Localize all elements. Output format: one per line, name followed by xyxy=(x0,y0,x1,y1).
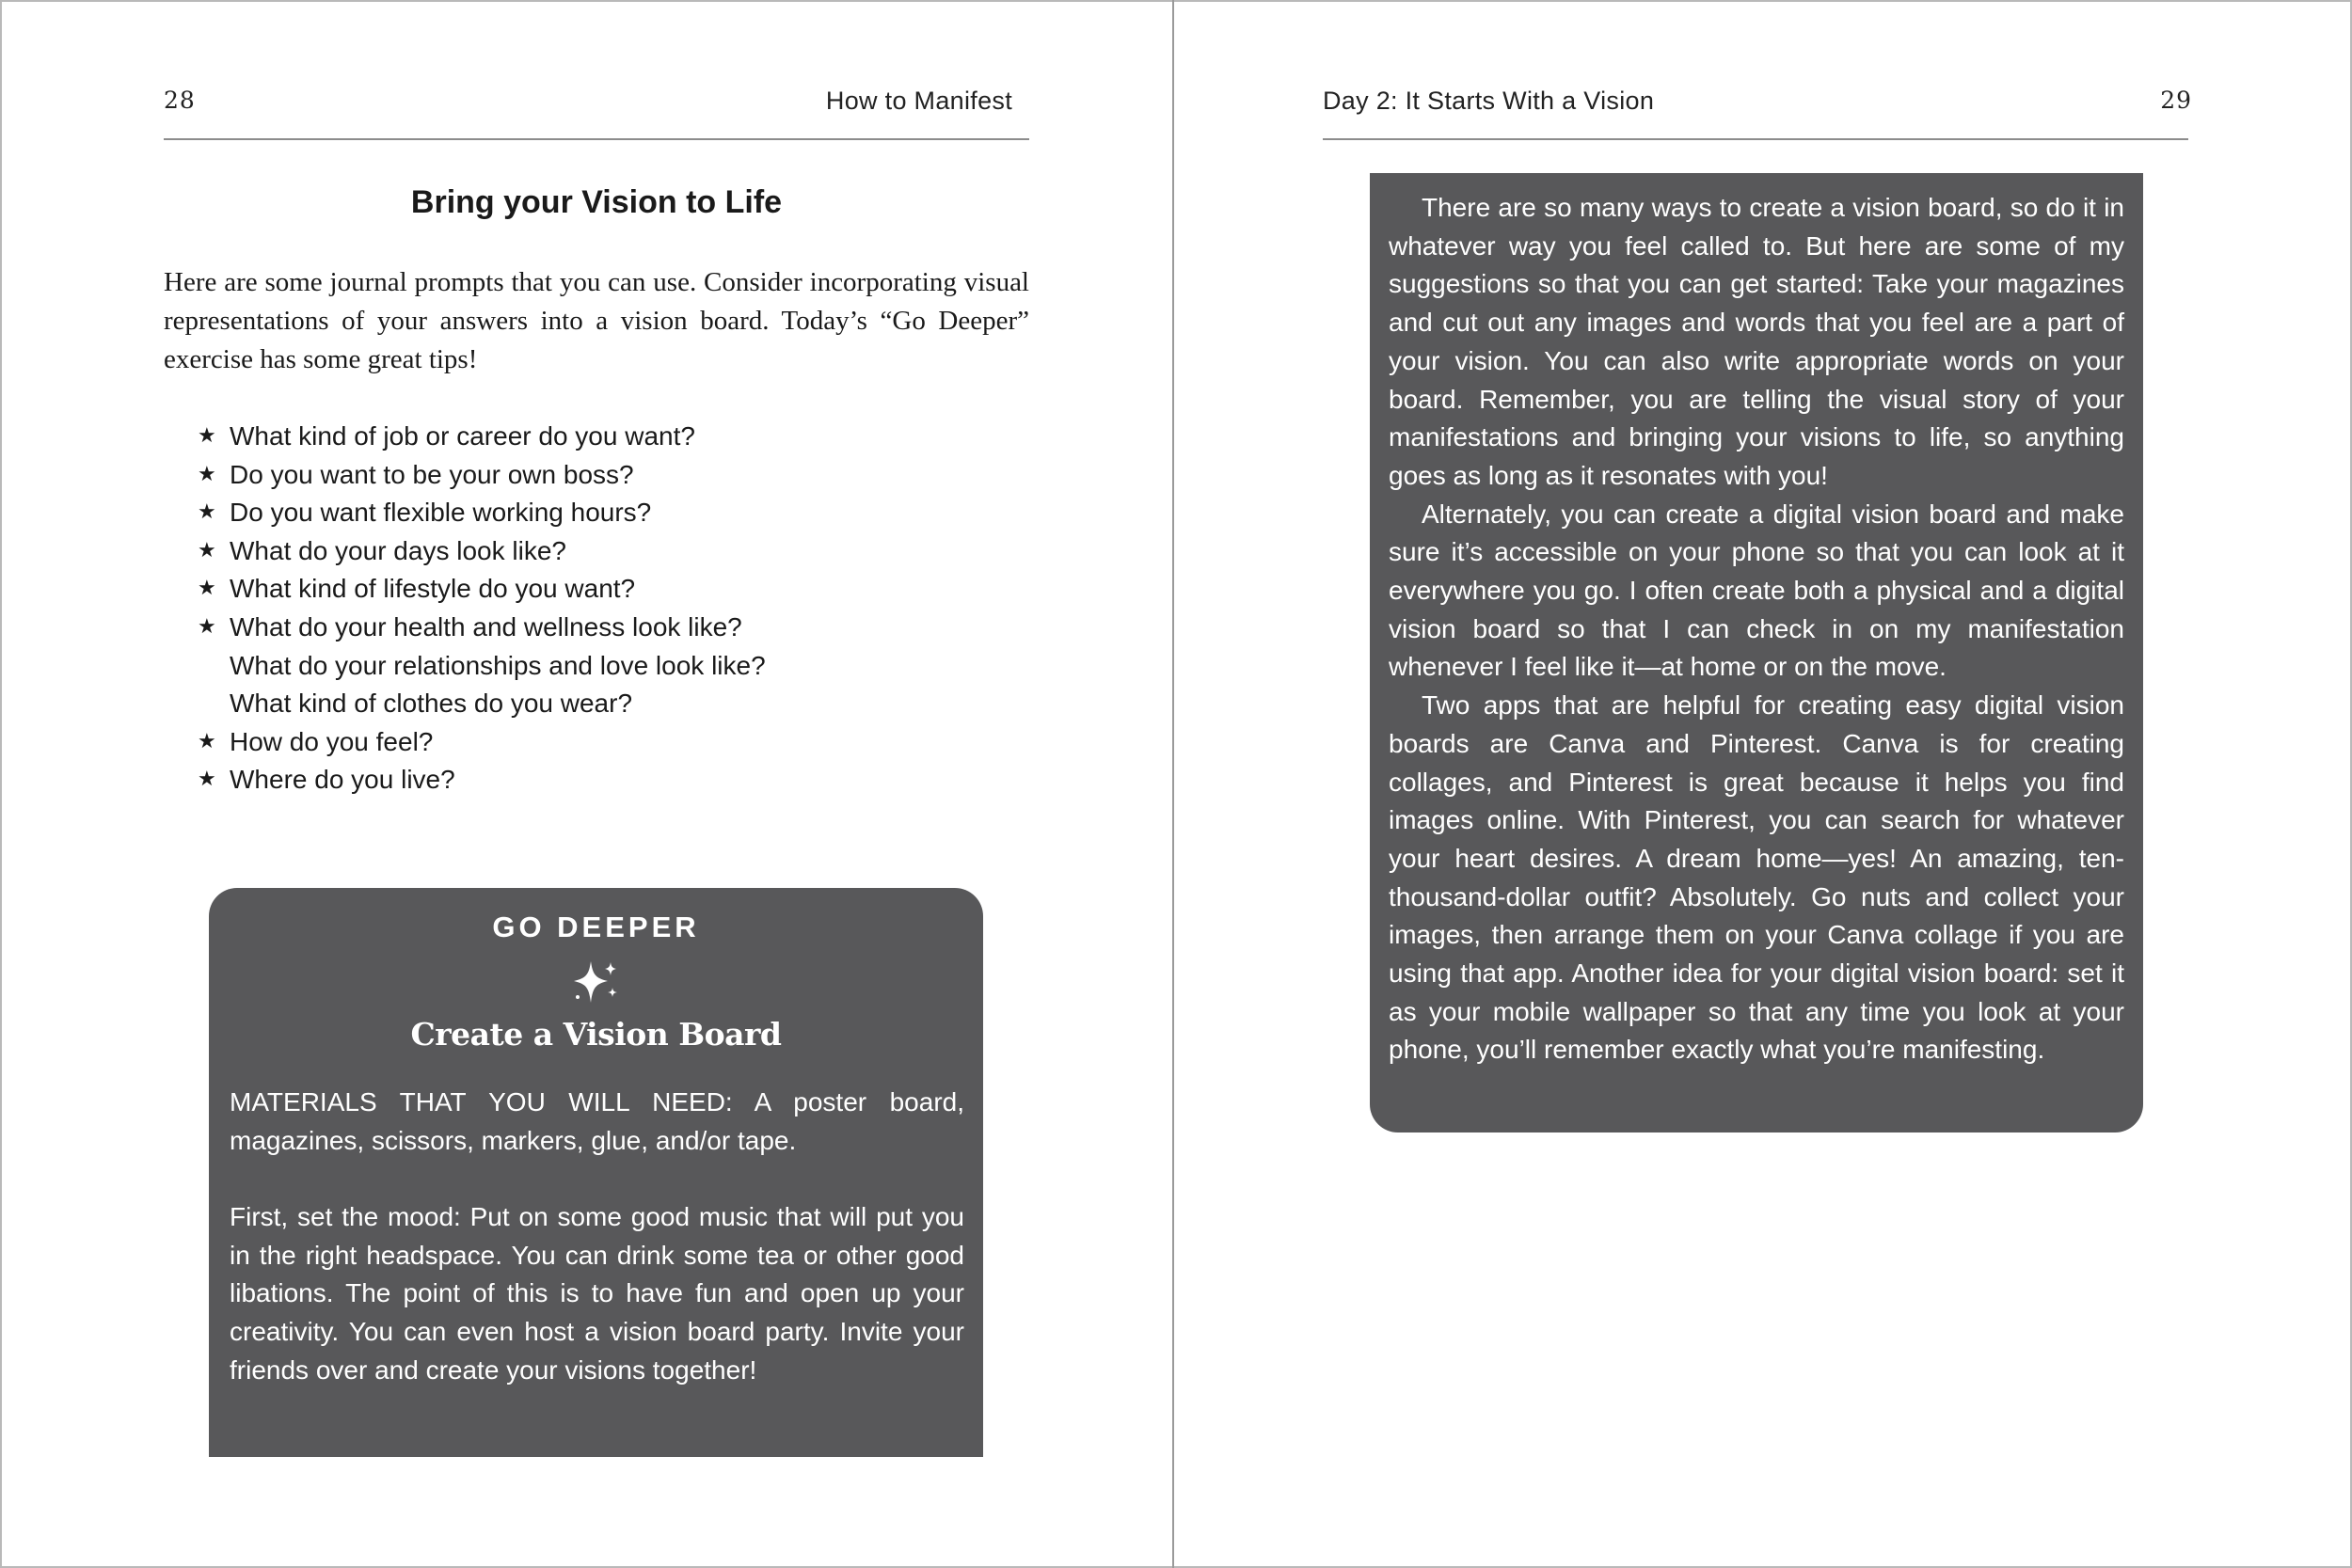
star-bullet-icon: ★ xyxy=(198,614,216,639)
prompt-text: Do you want flexible working hours? xyxy=(230,498,652,528)
prompt-item xyxy=(194,761,766,800)
star-bullet-icon: ★ xyxy=(198,538,216,562)
prompt-text: What do your relationships and love look like? xyxy=(230,650,766,680)
vision-board-tips-box xyxy=(1370,173,2143,1132)
prompt-item xyxy=(194,418,766,456)
prompt-item xyxy=(194,570,766,609)
prompt-list xyxy=(194,418,766,800)
sparkle-icon xyxy=(566,958,621,1006)
prompt-text: What do your health and wellness look like? xyxy=(230,611,742,641)
tips-paragraph: There are so many ways to create a vision board, so do it in whatever way you feel called to. But here are some of my suggestions so that you can get started: Take your magazines and cut out any images and words that you feel are a part of your vision. You can also write appropriate words on your board. Remember, you are telling the visual story of your manifestations and bringing your visions to life, so anything goes as long as it resonates with you! xyxy=(1389,193,2124,490)
intro-paragraph: Here are some journal prompts that you can use. Consider incorporating visual representations of your answers into a vision board. Today’s “Go Deeper” exercise has some great tips! xyxy=(164,267,1029,374)
prompt-item xyxy=(194,685,766,723)
running-head: How to Manifest xyxy=(825,87,1012,115)
go-deeper-box xyxy=(209,888,983,1457)
star-bullet-icon: ★ xyxy=(198,424,216,448)
running-head: Day 2: It Starts With a Vision xyxy=(1323,87,1655,115)
prompt-text: Where do you live? xyxy=(230,765,455,795)
star-bullet-icon: ★ xyxy=(198,462,216,486)
materials-paragraph: MATERIALS THAT YOU WILL NEED: A poster board, magazines, scissors, markers, glue, and/or tape. xyxy=(230,1087,964,1155)
prompt-text: How do you feel? xyxy=(230,726,434,756)
tips-paragraph: Alternately, you can create a digital vision board and make sure it’s accessible on your phone so that you can look at it everywhere you go. I often create both a physical and a digital vision board so that I can check in on my manifestation whenever I feel like it—at home or on the move. xyxy=(1389,499,2124,682)
prompt-item xyxy=(194,609,766,647)
prompt-text: What kind of clothes do you wear? xyxy=(230,689,633,719)
left-page xyxy=(0,0,1172,1568)
header-rule xyxy=(164,138,1029,140)
right-page xyxy=(1174,0,2352,1568)
prompt-text: What do your days look like? xyxy=(230,535,566,565)
go-deeper-title: Create a Vision Board xyxy=(410,1016,782,1053)
prompt-item xyxy=(194,723,766,762)
star-bullet-icon: ★ xyxy=(198,729,216,753)
star-bullet-icon: ★ xyxy=(198,500,216,525)
prompt-text: What kind of job or career do you want? xyxy=(230,421,695,451)
star-bullet-icon: ★ xyxy=(198,768,216,792)
star-bullet-icon: ★ xyxy=(198,577,216,601)
section-title: Bring your Vision to Life xyxy=(410,184,783,220)
prompt-item xyxy=(194,494,766,532)
prompt-item xyxy=(194,532,766,571)
prompt-item xyxy=(194,456,766,495)
prompt-text: What kind of lifestyle do you want? xyxy=(230,574,636,604)
page-number: 28 xyxy=(164,87,196,114)
instructions-paragraph: First, set the mood: Put on some good music that will put you in the right headspace. You can drink some tea or other good libations. The point of this is to have fun and open up your creativity. You can even host a vision board party. Invite your friends over and create your visions together! xyxy=(230,1202,964,1385)
page-number: 29 xyxy=(2160,87,2192,114)
header-rule xyxy=(1323,138,2188,140)
prompt-text: Do you want to be your own boss? xyxy=(230,459,634,489)
go-deeper-kicker: GO DEEPER xyxy=(492,911,700,943)
prompt-item xyxy=(194,647,766,686)
tips-paragraph: Two apps that are helpful for creating easy digital vision boards are Canva and Pinterest. Canva is for creating collages, and Pinterest is great because it helps you find images online. With Pinterest, you can search for whatever your heart desires. A dream home—yes! An amazing, ten-thousand-dollar outfit? Absolutely. Go nuts and collect your images, then arrange them on your Canva collage if you are using that app. Another idea for your digital vision board: set it as your mobile wallpaper so that any time you look at your phone, you’ll remember exactly what you’re manifesting. xyxy=(1389,690,2124,1065)
